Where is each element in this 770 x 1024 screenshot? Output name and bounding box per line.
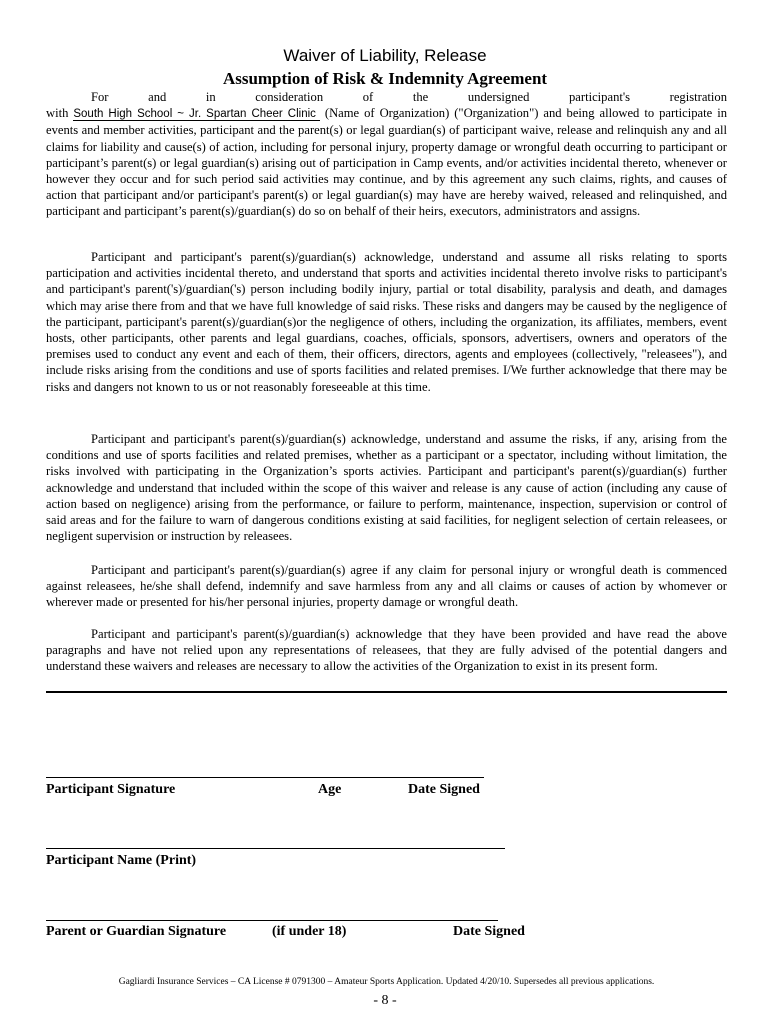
participant-name-label: Participant Name (Print) [46,853,197,868]
if-under-18-label: (if under 18) [272,924,347,939]
paragraph-consideration [46,89,727,220]
paragraph-rest: (Name of Organization) ("Organization") and being allowed to participate in events and member activities, participant and the parent(s) or legal guardian(s) of participant waive, release and relinquish any and all claims for liability and cause(s) of action, including for personal injury, property damage or wrongful death occurring to participant or participant’s parent(s) or legal guardian(s) arising out of participation in Camp events, and/or activities incidental thereto, whenever or however they occur and for such period said activities may continue, and by this agreement any such claims, rights, and causes of action that participant and/or participant's parent(s) or legal guardian(s) may have are hereby waived, released and relinquished, and participant and participant’s parent(s)/guardian(s) do so on behalf of their heirs, executors, administrators and assigns. [46,106,727,219]
parent-signature-line[interactable] [46,920,498,921]
age-label: Age [318,782,342,797]
participant-signature-line[interactable] [46,777,484,778]
date-signed-label: Date Signed [408,782,480,797]
date-signed-label: Date Signed [453,924,525,939]
page-number: - 8 - [373,993,397,1008]
paragraph-acknowledge: Participant and participant's parent(s)/guardian(s) acknowledge that they have been provided and have read the above paragraphs and have not relied upon any representations of releasees, that they are fully advised of the potential dangers and understand these waivers and releases are necessary to allow the activities of the Organization to exist in its present form. [46,627,727,674]
document-subtitle: Assumption of Risk & Indemnity Agreement [222,69,548,88]
document-title: Waiver of Liability, Release [283,46,487,65]
section-divider [46,691,727,693]
participant-name-line[interactable] [46,848,505,849]
paragraph-assume-risks: Participant and participant's parent(s)/guardian(s) acknowledge, understand and assume all risks relating to sports participation and activities incidental thereto, and understand that sports and activities incidental thereto involve risks to participant's and participant's parent('s)/guardian('s) person including bodily injury, partial or total disability, paralysis and death, and damages which may arise there from and that we have full knowledge of said risks. These risks and dangers may be caused by the negligence of the participant, participant's parent(s)/guardian(s)or the negligence of others, including the organization, its affiliates, members, event hosts, other participants, other parents and legal guardians, coaches, officials, sponsors, advertisers, owners and operators of the premises used to conduct any event and each of them, their officers, directors, agents and employees (collectively, "releasees"), and include risks arising from the conditions and use of sports facilities and related premises. I/We further acknowledge that there may be risks and dangers not known to us or not reasonably foreseeable at this time. [46,250,727,394]
paragraph-facilities-risks: Participant and participant's parent(s)/guardian(s) acknowledge, understand and assume the risks, if any, arising from the conditions and use of sports facilities and related premises, whether as a participant or a spectator, including without limitation, the risks involved with participating in the Organization’s sports activies. Participant and participant's parent(s)/guardian(s) further acknowledge and understand that included within the scope of this waiver and release is any cause of action (including any cause of action based on negligence) arising from the performance, or failure to perform, maintenance, inspection, supervision or control of said areas and for the failure to warn of dangerous conditions existing at said facilities, for negligent selection of certain releasees, or negligent supervision or instruction by releasees. [46,432,727,544]
organization-name-field: South High School ~ Jr. Spartan Cheer Clinic [73,108,320,121]
participant-signature-label: Participant Signature [46,782,176,797]
paragraph-intro: For and in consideration of the undersigned participant's registration with [46,90,727,121]
paragraph-indemnify: Participant and participant's parent(s)/guardian(s) agree if any claim for personal injury or wrongful death is commenced against releasees, he/she shall defend, indemnify and save harmless from any and all claims or causes of action by whomever or wherever made or presented for his/her personal injuries, property damage or wrongful death. [46,563,727,610]
footer-text: Gagliardi Insurance Services – CA License # 0791300 – Amateur Sports Application. Updated 4/20/10. Supersedes all previous applications. [118,977,655,987]
parent-signature-label: Parent or Guardian Signature [46,924,227,939]
